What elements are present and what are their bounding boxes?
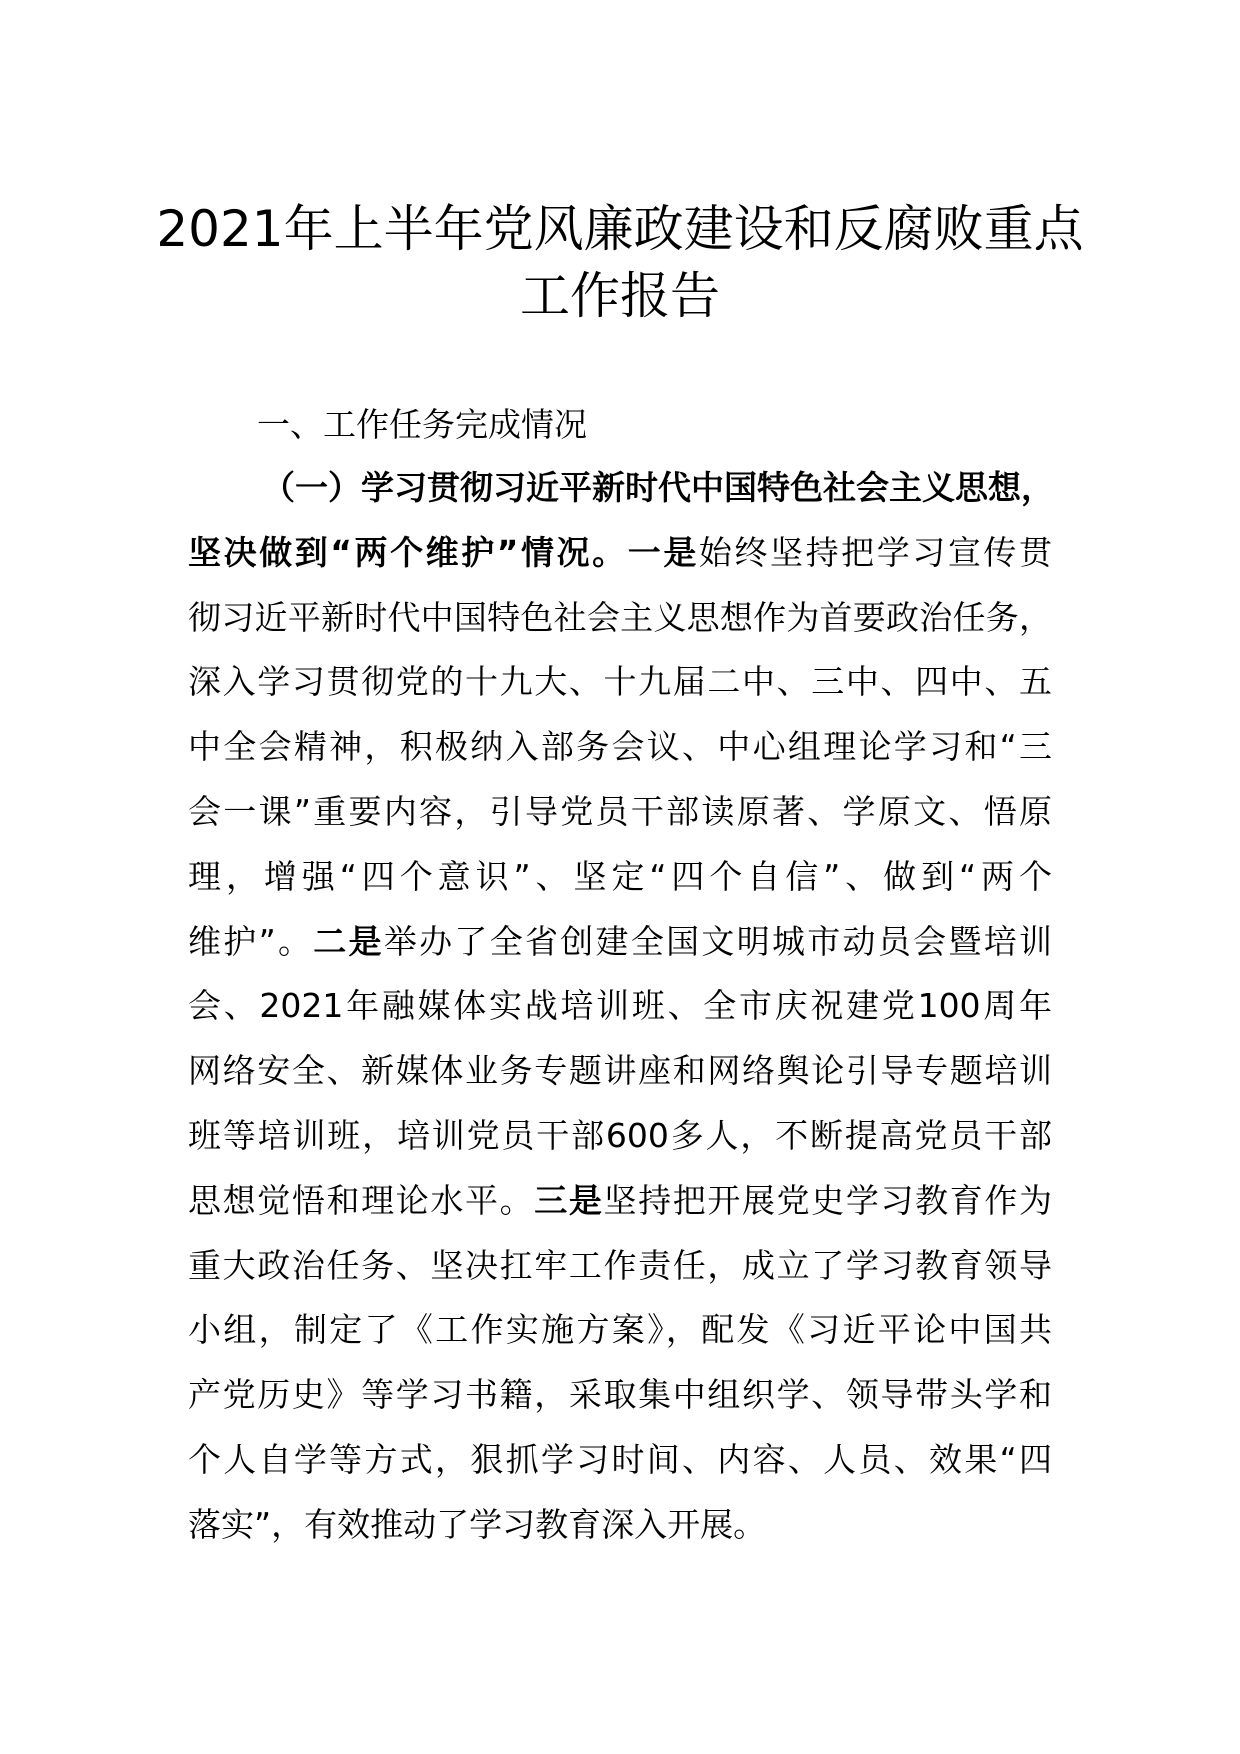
text-segment: 中全会精神，积极纳入部务会议、中心组理论学习和“三 [188,727,1052,767]
paragraph-line [188,974,1052,1039]
text-segment: 班等培训班，培训党员干部600多人，不断提高党员干部 [188,1115,1052,1155]
paragraph-line [188,1428,1052,1493]
paragraph-line [188,1104,1052,1169]
text-segment: 会一课”重要内容，引导党员干部读原著、学原文、悟原 [188,791,1052,831]
text-segment: 坚持把开展党史学习教育作为 [603,1180,1052,1220]
document-title-line-1: 2021年上半年党风廉政建设和反腐败重点 [156,200,1084,258]
text-segment: 会、2021年融媒体实战培训班、全市庆祝建党100周年 [188,986,1052,1026]
text-segment: 落实”，有效推动了学习教育深入开展。 [188,1504,767,1544]
bold-text-segment: 三是 [534,1180,604,1220]
document-title-line-2: 工作报告 [520,267,720,325]
paragraph-line [188,586,1052,651]
text-segment: 重大政治任务、坚决扛牢工作责任，成立了学习教育领导 [188,1245,1052,1285]
text-segment: 产党历史》等学习书籍，采取集中组织学、领导带头学和 [188,1375,1052,1415]
text-segment: 深入学习贯彻党的十九大、十九届二中、三中、四中、五 [188,662,1052,702]
text-segment: 举办了全省创建全国文明城市动员会暨培训 [383,921,1052,961]
paragraph-line [188,1169,1052,1234]
text-segment: 维护”。 [188,921,314,961]
body-paragraph [188,456,1052,1558]
text-segment: 始终坚持把学习宣传贯 [698,532,1052,572]
paragraph-line [188,521,1052,586]
paragraph-line [188,1298,1052,1363]
paragraph-line [188,910,1052,975]
paragraph-line [188,715,1052,780]
bold-text-segment: 坚决做到“两个维护”情况。一是 [188,532,699,572]
section-heading: 一、工作任务完成情况 [257,405,587,444]
document-title [150,196,1090,330]
text-segment: 思想觉悟和理论水平。 [188,1180,535,1220]
paragraph-line [188,650,1052,715]
paragraph-line [188,456,1052,521]
paragraph-line [188,1493,1052,1558]
bold-text-segment: 二是 [313,921,384,961]
paragraph-line [188,780,1052,845]
text-segment: 理，增强“四个意识”、坚定“四个自信”、做到“两个 [188,856,1052,896]
text-segment: 个人自学等方式，狠抓学习时间、内容、人员、效果“四 [188,1439,1052,1479]
paragraph-line [188,1363,1052,1428]
paragraph-line [188,1234,1052,1299]
text-segment: 小组，制定了《工作实施方案》，配发《习近平论中国共 [188,1310,1052,1350]
paragraph-line [188,1039,1052,1104]
bold-text-segment: （一）学习贯彻习近平新时代中国特色社会主义思想， [262,468,1054,507]
text-segment: 彻习近平新时代中国特色社会主义思想作为首要政治任务， [188,597,1052,637]
text-segment: 网络安全、新媒体业务专题讲座和网络舆论引导专题培训 [188,1051,1052,1091]
paragraph-line [188,845,1052,910]
